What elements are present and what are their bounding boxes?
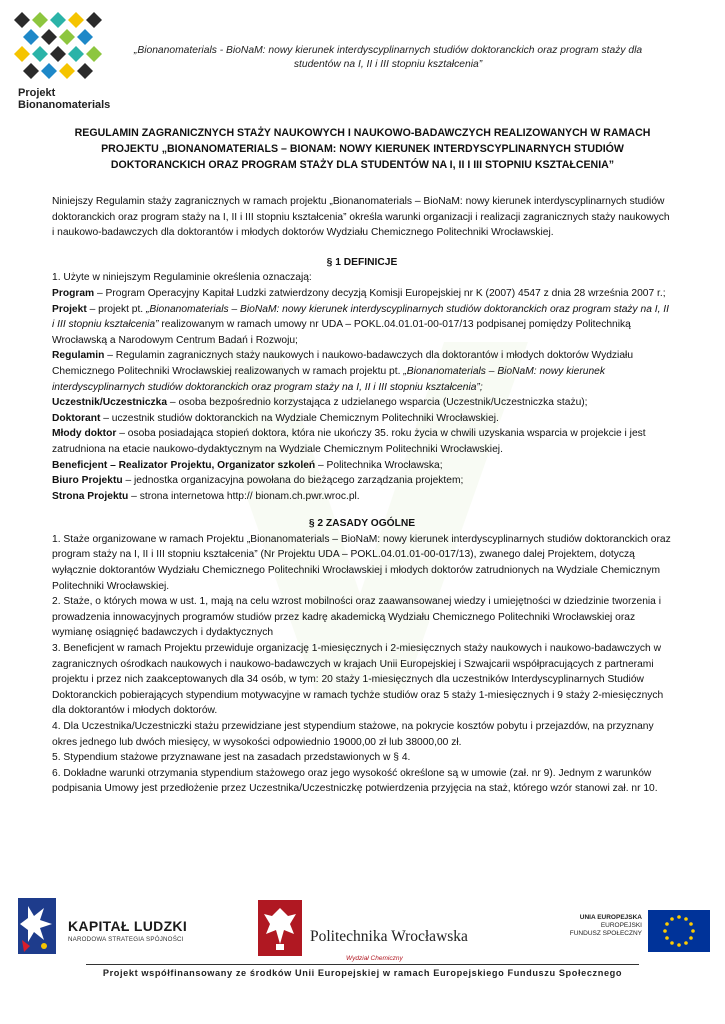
section1-lead: 1. Użyte w niniejszym Regulaminie określenia oznaczają: [52, 272, 312, 284]
definition-program: Program – Program Operacyjny Kapitał Ludzki zatwierdzony decyzją Komisji Europejskiej nr K (2007) 4547 z dnia 28 września 2007 r.; [52, 287, 666, 299]
definition-mlody-doktor: Młody doktor – osoba posiadająca stopień doktora, która nie ukończy 35. roku życia w chwili uzyskania wsparcia w projekcie i jest zatrudniona na etacie naukowo-dydaktycznym na Wydziale Chemicznym Politechniki Wrocławskiej. [52, 428, 646, 455]
definition-doktorant: Doktorant – uczestnik studiów doktoranckich na Wydziale Chemicznym Politechniki Wrocławskiej. [52, 412, 499, 424]
section2-point2: 2. Staże, o których mowa w ust. 1, mają na celu wzrost mobilności oraz zaawansowanej wiedzy i umiejętności w dziedzinie tworzenia i prowadzenia innowacyjnych programów studiów przez kadrę akademicką Wydziału Chemicznego Politechniki Wrocławskiej oraz wymianę osiągnięć badawczych i dydaktycznych [52, 596, 662, 639]
politechnika-faculty: Wydział Chemiczny [346, 955, 403, 962]
logo-line1: Projekt [18, 87, 56, 99]
definition-regulamin: Regulamin – Regulamin zagranicznych staży naukowych i naukowo-badawczych dla doktorantów i młodych doktorów Wydziału Chemicznego Politechniki Wrocławskiej realizowanych w ramach projektu pt. „Bionanomaterials – BioNaM: nowy kierunek interdyscyplinarnych studiów doktoranckich oraz program staży na I, II i III stopniu kształcenia”; [52, 350, 634, 393]
eu-logo [560, 910, 710, 954]
definition-uczestnik: Uczestnik/Uczestniczka – osoba bezpośrednio korzystająca z udzielanego wsparcia (Uczestnik/Uczestniczka stażu); [52, 397, 588, 409]
eu-flag-icon [648, 910, 710, 952]
section2-point4: 4. Dla Uczestnika/Uczestniczki stażu przewidziane jest stypendium stażowe, na pokrycie kosztów pobytu i przejazdów, na przyznany okres jednego lub dwóch miesięcy, w wysokości odpowiednio 19000,00 zł lub 38000,00 zł. [52, 721, 654, 748]
eu-line1: UNIA EUROPEJSKA [579, 914, 642, 921]
definition-beneficjent: Beneficjent – Realizator Projektu, Organizator szkoleń – Politechnika Wrocławska; [52, 459, 443, 471]
definition-strona: Strona Projektu – strona internetowa http:// bionam.ch.pwr.wroc.pl. [52, 490, 360, 502]
kapital-ludzki-title: KAPITAŁ LUDZKI [68, 918, 188, 934]
politechnika-logo [256, 900, 476, 964]
section2-point5: 5. Stypendium stażowe przyznawane jest na zasadach przedstawionych w § 4. [52, 752, 411, 764]
document-title: REGULAMIN ZAGRANICZNYCH STAŻY NAUKOWYCH I NAUKOWO-BADAWCZYCH REALIZOWANYCH W RAMACH PROJEKTU „BIONANOMATERIALS – BIONAM: NOWY KIERUNEK INTERDYSCYPLINARNYCH STUDIÓW DOKTORANCKICH ORAZ PROGRAM STAŻY DLA STUDENTÓW NA I, II I III STOPNIU KSZTAŁCENIA” [74, 127, 651, 171]
bionanomaterials-logo-icon [14, 12, 106, 80]
section2-heading: § 2 ZASADY OGÓLNE [308, 518, 416, 530]
project-logo [14, 12, 114, 111]
definition-projekt: Projekt – projekt pt. „Bionanomaterials – BioNaM: nowy kierunek interdyscyplinarnych studiów doktoranckich oraz program staży na I, II i III stopniu kształcenia” realizowanym w ramach umowy nr UDA – POKL.04.01.01-00-017/13 podpisanej pomiędzy Politechniką Wrocławską a Narodowym Centrum Badań i Rozwoju; [52, 303, 670, 346]
section2-point1: 1. Staże organizowane w ramach Projektu „Bionanomaterials – BioNaM: nowy kierunek interdyscyplinarnych studiów doktoranckich oraz program staży na I, II i III stopniu kształcenia” (Nr Projektu UDA – POKL.04.01.01-00-017/13), zwanego dalej Projektem, dotyczą wyłącznie doktorantów Wydziału Chemicznego Politechniki Wrocławskiej i młodych doktorów zatrudnionych na Wydziale Chemicznym Politechniki Wrocławskiej. [52, 533, 671, 592]
intro-paragraph: Niniejszy Regulamin staży zagranicznych w ramach projektu „Bionanomaterials – BioNaM: nowy kierunek interdyscyplinarnych studiów doktoranckich oraz program staży na I, II i III stopniu kształcenia” określa warunki organizacji i realizacji zagranicznych staży naukowych i naukowo-badawczych dla doktorantów i młodych doktorów Wydziału Chemicznego Politechniki Wrocławskiej. [52, 196, 670, 239]
document-body [52, 194, 672, 797]
kapital-ludzki-logo [14, 896, 214, 958]
kapital-ludzki-subtitle: NARODOWA STRATEGIA SPÓJNOŚCI [68, 936, 184, 943]
logo-line2: Bionanomaterials [18, 99, 111, 111]
section2-point3: 3. Beneficjent w ramach Projektu przewiduje organizację 1-miesięcznych i 2-miesięcznych staży naukowych i naukowo-badawczych w zagranicznych ośrodkach naukowych i naukowo-badawczych w krajach Unii Europejskiej i Szwajcarii współpracujących z partnerami projektu i przez nich zaakceptowanych dla 34 osób, w tym: 20 staży 1-miesięcznych dla uczestników Interdyscyplinarnych Studiów Doktoranckich pobierających stypendium motywacyjne w ramach tychże studiów oraz 5 staży 1-miesięcznych i 9 staży 2-miesięcznych dla doktorantów i młodych doktorów. [52, 643, 664, 717]
eu-line3: FUNDUSZ SPOŁECZNY [569, 930, 642, 937]
definition-biuro: Biuro Projektu – jednostka organizacyjna powołana do bieżącego zarządzania projektem; [52, 475, 464, 487]
kapital-ludzki-emblem-icon [14, 896, 60, 956]
header-tagline: „Bionanomaterials - BioNaM: nowy kierunek interdyscyplinarnych studiów doktoranckich oraz program staży dla studentów na I, II i III stopniu kształcenia” [133, 45, 643, 70]
footer-logos [0, 896, 725, 966]
politechnika-eagle-icon [258, 900, 302, 956]
eu-line2: EUROPEJSKI [600, 922, 642, 929]
section2-point6: 6. Dokładne warunki otrzymania stypendium stażowego oraz jego wysokość określone są w umowie (zał. nr 9). Jednym z warunków podpisania Umowy jest przedłożenie przez Uczestnika/Uczestniczkę potwierdzenia przyjęcia na staż, którego wzór stanowi zał. nr 10. [52, 767, 658, 795]
cofinancing-note: Projekt współfinansowany ze środków Unii Europejskiej w ramach Europejskiego Funduszu Społecznego [86, 964, 639, 978]
politechnika-name: Politechnika Wrocławska [310, 928, 468, 945]
section1-heading: § 1 DEFINICJE [326, 256, 398, 268]
